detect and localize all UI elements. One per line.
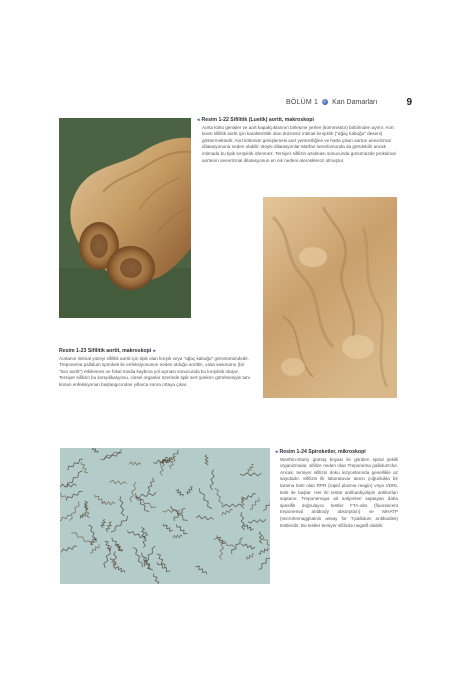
spirochetes-micrograph <box>60 448 270 584</box>
spirochetes-illustration <box>60 448 270 584</box>
figure-1-24-text: Warthin-Starry gümüş boyası ile görülen spiral şekilli organizmalar, sifilize neden olan Treponema pallidum'dur. Ancak, tersiyer sifilizin doku lezyonlarında genellikle az sayıdadır. Sifilizin ilk laboratuvar tanısı çoğunlukla bir tarama testi olan RPR (rapid plazma reagin) veya VDRL testi ile başlar. Her iki testte antikardiyolipin antikorları saptanır. Treponemaya ait antijenleri saptayan daha spesifik doğrulayıcı testler FTA-abs (fluorescent treponemal antibody absorption) ve MHATP (microhemagglutinin assay for T.pallidum antibodies) testleridir. Bu testler tersiyer sifilizde negatif olabilir. <box>280 456 398 528</box>
figure-1-24-caption <box>274 449 398 529</box>
figure-1-22-caption <box>196 117 396 164</box>
aortic-root-photo <box>59 118 191 318</box>
page-header <box>286 96 412 108</box>
figure-1-22-title: ◄ Resim 1-22 Sifilitik (Luetik) aortit, makroskopi <box>196 117 396 124</box>
figure-1-23-title: Resim 1-23 Sifilitik aortit, makroskopi ► <box>59 348 254 355</box>
aortic-intima-illustration <box>263 197 397 398</box>
figure-1-23-caption <box>59 348 254 389</box>
aortic-intima-photo <box>263 197 397 398</box>
page-number: 9 <box>406 96 412 108</box>
figure-1-22-text: Aorta kökü genişler ve aort kapakçıklarının birleşme yerleri (kommissür) birbirinden ayrılır. Aort kavsi sifilitik aortit için karakteristik olan düzensiz intimal kırışıklık ("ağaç kabuğu" deseni) göstermektedir. Aort kökünün genişlemesi aort yetmezliğine ve hatta çıkan aortun anevrizmal dilatasyonuna neden olabilir. Böyle dilatasyonlar Marfan sendromunda da görülebilir ancak intimada bu tipik kırışıklık izlenmez. Tersiyer sifilizin azalması sonucunda günümüzde proksimal aortanın anevrizmal dilatasyonun en sık nedeni ateroskleroz olmuştur. <box>202 124 396 163</box>
aortic-root-illustration <box>59 118 191 318</box>
chapter-label: BÖLÜM 1 <box>286 98 319 106</box>
chapter-title: Kan Damarları <box>332 98 378 106</box>
chapter-bullet-icon <box>322 99 328 105</box>
figure-1-24-title: ◄ Resim 1-24 Spiroketler, mikroskopi <box>274 449 398 456</box>
figure-1-23-text: Aortanın intimal yüzeyi sifilitik aortit için tipik olan kırışık veya "ağaç kabuğu" görünümündedir. Treponema pallidum spiroketi ile enfeksiyonunun neden olduğu aortitin, vasa vasorumu (bir "son aortit") etkilemesi ve fokal media kaybına yol açması sonucunda bu kırışıklık oluşur. Tersiyer sifilizin bu komplikasyonu, cinsel organlar üzerinde tipik sert şankrın görülmesiyle tanı konan enfeksiyonun başlangıcından yıllarca sonra ortaya çıkar. <box>59 355 250 387</box>
